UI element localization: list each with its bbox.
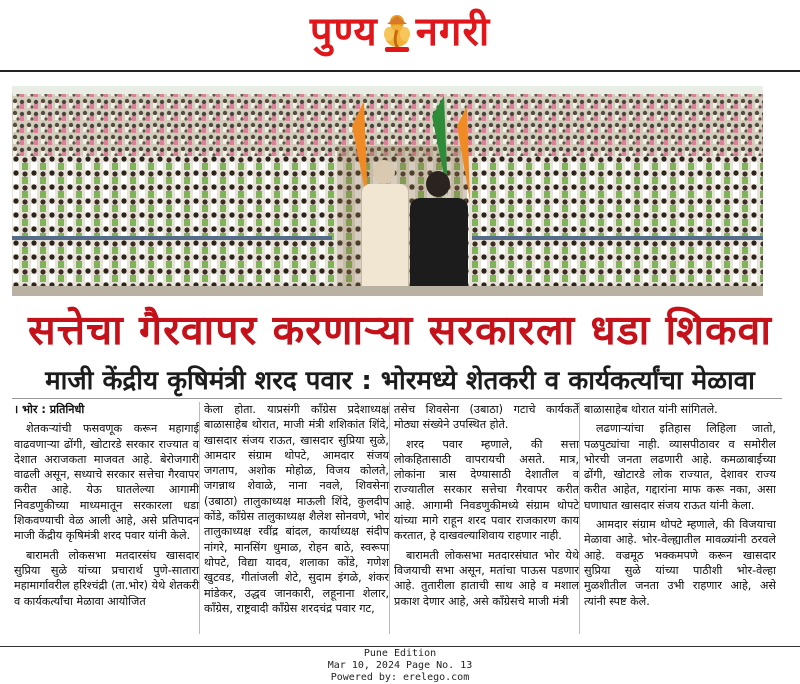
article-column-4 bbox=[584, 402, 776, 634]
masthead bbox=[0, 0, 800, 66]
powered-by-link[interactable]: Powered by: erelego.com bbox=[330, 672, 470, 683]
column-divider bbox=[579, 402, 580, 634]
paragraph: लढणाऱ्यांचा इतिहास लिहिला जातो, पळपुट्यांचा नाही. व्यासपीठावर व समोरील भोरची जनता लढणारी आहे. कमळाबाईच्या ढोंगी, खोटारडे लोक राज्यात, देशावर राज्य करीत आहेत, गद्दारांना माफ करू नका, असा घणाघात खासदार संजय राऊत यांनी केला. bbox=[584, 422, 776, 512]
paragraph: बारामती लोकसभा मतदारसंघात भोर येथे विजयाची सभा असून, मतांचा पाऊस पडणार आहे. तुतारीला हाताची साथ आहे व मशाल प्रकाश देणार आहे, असे काँग्रेसचे माजी मंत्री bbox=[394, 548, 579, 608]
crowd-image bbox=[12, 86, 763, 296]
column-divider bbox=[199, 402, 200, 634]
masthead-divider bbox=[0, 70, 800, 72]
paragraph: शेतकऱ्यांची फसवणूक करून महागाई वाढवणाऱ्या ढोंगी, खोटारडे सरकार राज्यात व देशात अराजकता माजवत आहे. बेरोजगारी वाढली असून, सध्याचे सरकार सत्तेचा गैरवापर करीत आहे. येऊ घातलेल्या आगामी निवडणुकीच्या माध्यमातून सरकारला धडा शिकवण्याची वेळ आली आहे, असे प्रतिपादन माजी केंद्रीय कृषिमंत्री शरद पवार यांनी केले. bbox=[14, 422, 199, 543]
paragraph: तसेच शिवसेना (उबाठा) गटाचे कार्यकर्ते मोठ्या संख्येने उपस्थित होते. bbox=[394, 403, 579, 432]
article-column-1 bbox=[14, 402, 199, 634]
page-footer bbox=[0, 648, 800, 684]
rally-photo bbox=[12, 86, 763, 296]
column-divider bbox=[389, 402, 390, 634]
article-headline: सत्तेचा गैरवापर करणाऱ्या सरकारला धडा शिकवा bbox=[28, 306, 772, 354]
article-subheadline: माजी केंद्रीय कृषिमंत्री शरद पवार : भोरमध्ये शेतकरी व कार्यकर्त्यांचा मेळावा bbox=[45, 366, 755, 396]
edition-label: Pune Edition bbox=[363, 648, 437, 659]
article-dateline: । भोर : प्रतिनिधी bbox=[14, 403, 85, 416]
paragraph: बारामती लोकसभा मतदारसंघ खासदार सुप्रिया सुळे यांच्या प्रचारार्थ पुणे-सातारा महामार्गावरील हरिश्चंद्री (ता.भोर) येथे शेतकरी व कार्यकर्त्यांचा मेळावा आयोजित bbox=[14, 548, 199, 608]
date-page-label: Mar 10, 2024 Page No. 13 bbox=[327, 660, 473, 671]
newspaper-logo[interactable] bbox=[0, 4, 800, 60]
paragraph: शरद पवार म्हणाले, की सत्ता लोकहितासाठी वापरायची असते. मात्र, लोकांना त्रास देण्यासाठी देशातील व राज्यातील सरकार सत्तेचा गैरवापर करीत आहे. आगामी निवडणुकीमध्ये संग्राम थोपटे यांच्या मागे राहून शरद पवार राजकारण काय करतात, हे दाखवल्याशिवाय राहणार नाही. bbox=[394, 437, 579, 543]
paragraph: बाळासाहेब थोरात यांनी सांगितले. bbox=[584, 403, 718, 416]
paragraph: आमदार संग्राम थोपटे म्हणाले, की विजयाचा मेळावा आहे. भोर-वेल्ह्यातील मावळ्यांनी ठरवले आहे. वज्रमूठ भक्कमपणे करून खासदार सुप्रिया सुळे यांच्या पाठीशी भोर-वेल्हा मुळशीतील जनता उभी राहणार आहे, असे त्यांनी स्पष्ट केले. bbox=[584, 518, 776, 608]
footer-divider bbox=[0, 646, 800, 647]
article-column-2 bbox=[204, 402, 389, 634]
ganesh-icon bbox=[380, 14, 414, 54]
headline-divider bbox=[12, 398, 782, 399]
logo-text-left: पुण्य bbox=[309, 9, 378, 55]
article-column-3 bbox=[394, 402, 579, 634]
logo-text-right: नगरी bbox=[415, 9, 491, 55]
paragraph: केला होता. याप्रसंगी काँग्रेस प्रदेशाध्यक्ष बाळासाहेब थोरात, माजी मंत्री शशिकांत शिंदे, खासदार संजय राऊत, खासदार सुप्रिया सुळे, आमदार संग्राम थोपटे, आमदार संजय जगताप, अशोक मोहोळ, विजय कोलते, जगन्नाथ शेवाळे, नाना नवले, शिवसेना (उबाठा) तालुकाध्यक्ष माऊली शिंदे, कुलदीप कोंडे, काँग्रेस तालुकाध्यक्ष शैलेश सोनवणे, भोर तालुकाध्यक्ष रवींद्र बांदल, कार्याध्यक्ष संदीप नांगरे, मानसिंग धुमाळ, रोहन बाठे, स्वरूपा थोपटे, विद्या यादव, शलाका कोंडे, गणेश खुटवड, गीतांजली शेटे, सुदाम इंगळे, शंकर मांडेकर, उद्धव जानकारी, लहूनाना शेलार, काँग्रेस, राष्ट्रवादी काँग्रेस शरदचंद्र पवार गट, bbox=[204, 403, 389, 615]
